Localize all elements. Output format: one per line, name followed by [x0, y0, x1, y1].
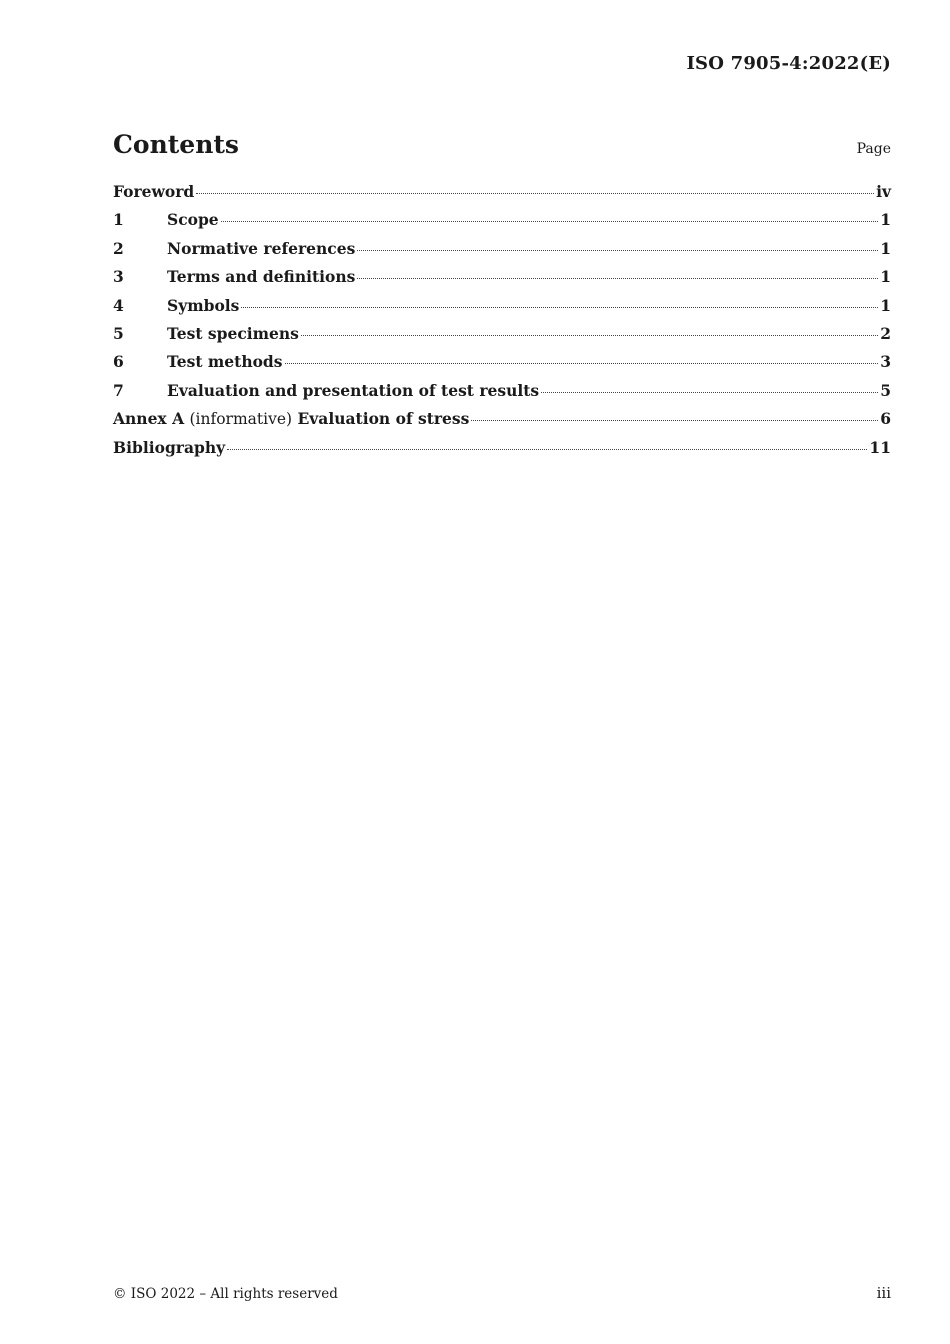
copyright-notice: © ISO 2022 – All rights reserved [113, 1286, 338, 1302]
annex-qualifier: (informative) [189, 410, 293, 429]
toc-entry-number: 4 [113, 295, 124, 315]
dot-leader [196, 193, 874, 194]
toc-entry-title: Symbols [167, 295, 240, 315]
toc-entry-title: Bibliography [113, 437, 226, 457]
document-id: ISO 7905-4:2022(E) [686, 53, 891, 74]
dot-leader [301, 335, 878, 336]
toc-entry-number: 7 [113, 380, 124, 400]
toc-entry-page: 3 [880, 352, 891, 372]
dot-leader [541, 392, 878, 393]
page-number: iii [876, 1284, 891, 1302]
toc-entry-normative-references[interactable] [113, 239, 891, 267]
toc-entry-title [113, 409, 469, 428]
toc-entry-title: Test methods [167, 352, 283, 372]
dot-leader [285, 363, 879, 364]
toc-entry-page: 6 [880, 409, 891, 429]
table-of-contents [113, 182, 891, 466]
toc-entry-scope[interactable] [113, 210, 891, 238]
toc-entry-number: 2 [113, 238, 124, 258]
toc-entry-test-specimens[interactable] [113, 324, 891, 352]
toc-entry-symbols[interactable] [113, 296, 891, 324]
toc-entry-page: 11 [869, 437, 891, 457]
toc-entry-page: 1 [880, 210, 891, 230]
toc-entry-foreword[interactable] [113, 182, 891, 210]
toc-entry-number: 3 [113, 267, 124, 287]
toc-entry-annex-a[interactable] [113, 409, 891, 437]
dot-leader [241, 307, 878, 308]
toc-entry-title: Test specimens [167, 323, 299, 343]
dot-leader [221, 221, 879, 222]
dot-leader [357, 278, 878, 279]
contents-header [113, 130, 891, 166]
toc-entry-number: 6 [113, 352, 124, 372]
toc-entry-number: 1 [113, 210, 124, 230]
toc-entry-page: 2 [880, 323, 891, 343]
dot-leader [357, 250, 878, 251]
toc-entry-title: Normative references [167, 238, 356, 258]
toc-entry-bibliography[interactable] [113, 438, 891, 466]
toc-entry-test-methods[interactable] [113, 352, 891, 380]
toc-entry-title: Terms and definitions [167, 267, 356, 287]
toc-entry-evaluation-and-presentation[interactable] [113, 381, 891, 409]
toc-entry-title: Foreword [113, 182, 195, 201]
dot-leader [227, 449, 867, 450]
toc-entry-page: 5 [880, 380, 891, 400]
toc-entry-page: 1 [880, 267, 891, 287]
page-column-label: Page [856, 141, 891, 157]
toc-entry-page: iv [876, 182, 891, 201]
annex-label: Annex A [113, 409, 185, 429]
toc-entry-terms-and-definitions[interactable] [113, 267, 891, 295]
dot-leader [471, 420, 878, 421]
toc-entry-title: Scope [167, 210, 219, 230]
toc-entry-page: 1 [880, 238, 891, 258]
toc-entry-number: 5 [113, 323, 124, 343]
contents-title: Contents [113, 130, 240, 159]
annex-title: Evaluation of stress [297, 409, 470, 429]
toc-entry-page: 1 [880, 295, 891, 315]
toc-entry-title: Evaluation and presentation of test results [167, 380, 540, 400]
